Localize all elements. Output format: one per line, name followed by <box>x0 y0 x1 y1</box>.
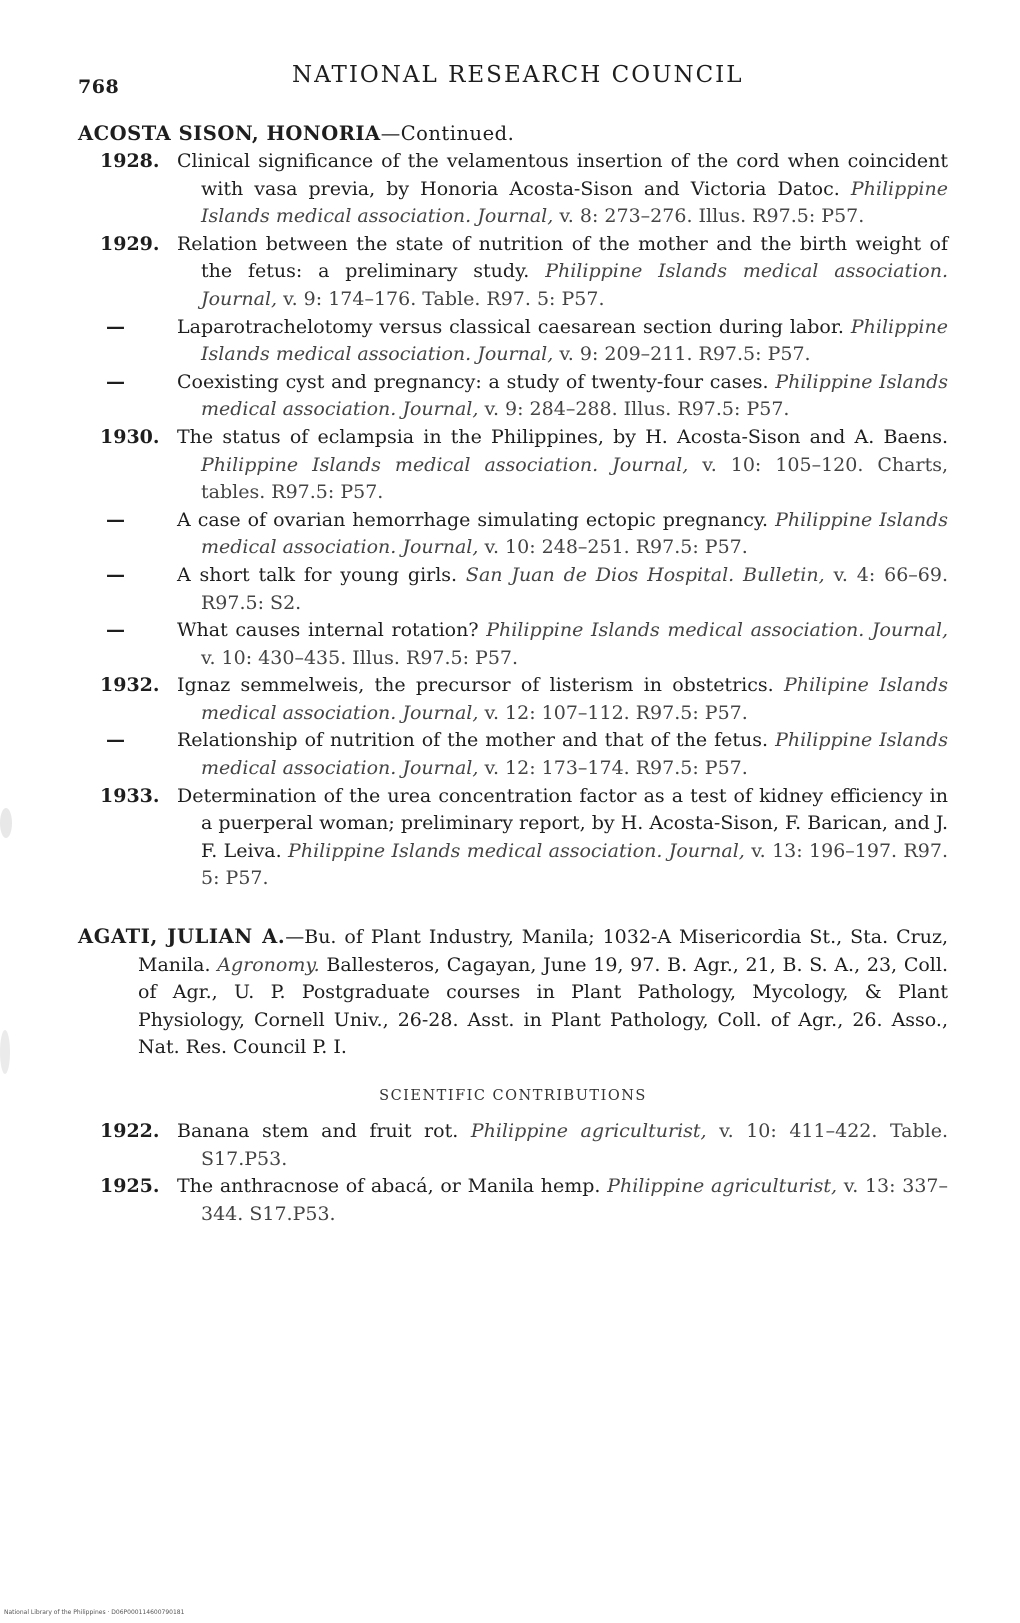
publication-journal: Philippine agriculturist, <box>607 1175 838 1198</box>
publication-title: Determination of the urea concentration factor as a test of kidney efficiency in a puerperal woman; preliminary report, by H. Acosta-Sison, F. Barican, and J. F. Leiva. <box>177 784 948 862</box>
publication-year: 1932. <box>100 674 160 697</box>
publication-year: — <box>106 563 125 586</box>
section-heading: SCIENTIFIC CONTRIBUTIONS <box>379 1088 647 1104</box>
publication-list-acosta <box>78 148 948 893</box>
entry-bio: Ballesteros, Cagayan, June 19, 97. B. Agr., 21, B. S. A., 23, Coll. of Agr., U. P. Postgraduate courses in Plant Pathology, Mycology, & Plant Physiology, Cornell Univ., 26-28. Asst. in Plant Pathology, Coll. of Agr., 26. Asso., Nat. Res. Council P. I. <box>138 953 948 1059</box>
publication-title: Ignaz semmelweis, the precursor of listerism in obstetrics. <box>177 674 774 697</box>
publication-citation: v. 12: 173–174. R97.5: P57. <box>484 757 748 780</box>
publication-item <box>78 507 948 562</box>
publication-year: 1928. <box>100 150 160 172</box>
publication-item <box>78 369 948 424</box>
publication-item <box>78 424 948 507</box>
scan-source-line: National Library of the Philippines · D06P000114600790181 <box>4 1609 185 1616</box>
publication-journal: Philippine Islands medical association. Journal, <box>201 177 948 228</box>
entry-affiliation: —Bu. of Plant Industry, Manila; 1032-A Misericordia St., Sta. Cruz, Manila. <box>138 926 948 976</box>
publication-journal: Philippine Islands medical association. Journal, <box>201 315 948 366</box>
publication-title: A case of ovarian hemorrhage simulating ectopic pregnancy. <box>177 508 769 531</box>
publication-title: A short talk for young girls. <box>177 563 458 586</box>
publication-year: — <box>106 370 125 393</box>
entry-name: ACOSTA SISON, HONORIA <box>78 122 381 145</box>
publication-title: Laparotrachelotomy versus classical caesarean section during labor. <box>177 315 844 338</box>
publication-journal: Philippine Islands medical association. Journal, <box>201 453 689 476</box>
entry-agati <box>78 923 948 1062</box>
publication-title: What causes internal rotation? <box>177 619 479 642</box>
publication-citation: v. 4: 66–69. R97.5: S2. <box>201 563 949 614</box>
publication-item <box>78 1173 948 1228</box>
publication-year: — <box>106 619 125 642</box>
publication-item <box>78 148 948 231</box>
publication-list-agati <box>78 1118 948 1228</box>
scan-smudge <box>0 808 12 838</box>
publication-citation: v. 13: 337–344. S17.P53. <box>201 1175 949 1225</box>
publication-year: 1930. <box>100 425 160 448</box>
publication-journal: Philippine Islands medical association. Journal, <box>201 260 948 310</box>
publication-citation: v. 9: 174–176. Table. R97. 5: P57. <box>283 287 605 310</box>
publication-journal: San Juan de Dios Hospital. Bulletin, <box>465 563 825 586</box>
publication-year: 1922. <box>100 1120 160 1142</box>
publication-journal: Philippine Islands medical association. Journal, <box>288 839 745 862</box>
publication-year: — <box>106 729 125 752</box>
publication-journal: Philippine Islands medical association. Journal, <box>201 508 949 559</box>
publication-journal: Philippine Islands medical association. Journal, <box>201 729 949 780</box>
publication-title: Relationship of nutrition of the mother and that of the fetus. <box>177 729 769 752</box>
publication-year: 1929. <box>100 232 160 255</box>
publication-item <box>78 1118 948 1173</box>
publication-title: The status of eclampsia in the Philippines, by H. Acosta-Sison and A. Baens. <box>177 425 948 448</box>
publication-citation: v. 9: 284–288. Illus. R97.5: P57. <box>484 398 790 421</box>
publication-citation: v. 8: 273–276. Illus. R97.5: P57. <box>559 205 865 228</box>
publication-citation: v. 12: 107–112. R97.5: P57. <box>484 701 748 724</box>
entry-heading-acosta <box>78 120 948 148</box>
publication-journal: Philippine Islands medical association. Journal, <box>201 370 948 421</box>
publication-citation: v. 10: 430–435. Illus. R97.5: P57. <box>201 646 519 669</box>
publication-title: Coexisting cyst and pregnancy: a study of twenty-four cases. <box>177 370 769 393</box>
publication-citation: v. 9: 209–211. R97.5: P57. <box>559 343 811 366</box>
publication-item <box>78 562 948 617</box>
entry-continued: —Continued. <box>380 122 515 145</box>
publication-citation: v. 10: 248–251. R97.5: P57. <box>484 536 748 559</box>
page-body <box>78 120 948 1228</box>
running-head: NATIONAL RESEARCH COUNCIL <box>292 62 744 88</box>
page-number: 768 <box>78 76 120 98</box>
publication-year: 1925. <box>100 1175 160 1198</box>
publication-journal: Philippine Islands medical association. Journal, <box>486 619 948 642</box>
publication-item <box>78 783 948 893</box>
publication-item <box>78 314 948 369</box>
publication-year: 1933. <box>100 784 160 807</box>
publication-item <box>78 617 948 672</box>
publication-title: Clinical significance of the velamentous insertion of the cord when coincident with vasa previa, by Honoria Acosta-Sison and Victoria Datoc. <box>177 150 948 200</box>
publication-title: Banana stem and fruit rot. <box>177 1120 459 1142</box>
publication-citation: v. 10: 411–422. Table. S17.P53. <box>201 1120 949 1170</box>
publication-journal: Philippine agriculturist, <box>470 1120 707 1142</box>
publication-title: The anthracnose of abacá, or Manila hemp. <box>177 1175 601 1198</box>
publication-title: Relation between the state of nutrition of the mother and the birth weight of the fetus: a preliminary study. <box>177 232 948 283</box>
page-header <box>78 62 938 102</box>
publication-citation: v. 13: 196–197. R97. 5: P57. <box>201 839 948 890</box>
publication-item <box>78 727 948 782</box>
entry-field: Agronomy. <box>217 953 320 976</box>
publication-year: — <box>106 315 125 338</box>
publication-journal: Philipine Islands medical association. Journal, <box>201 674 949 724</box>
publication-item <box>78 231 948 314</box>
publication-year: — <box>106 508 125 531</box>
scan-smudge <box>0 1030 10 1074</box>
publication-item <box>78 672 948 727</box>
entry-name: AGATI, JULIAN A. <box>78 925 286 949</box>
publication-citation: v. 10: 105–120. Charts, tables. R97.5: P57. <box>201 453 948 504</box>
